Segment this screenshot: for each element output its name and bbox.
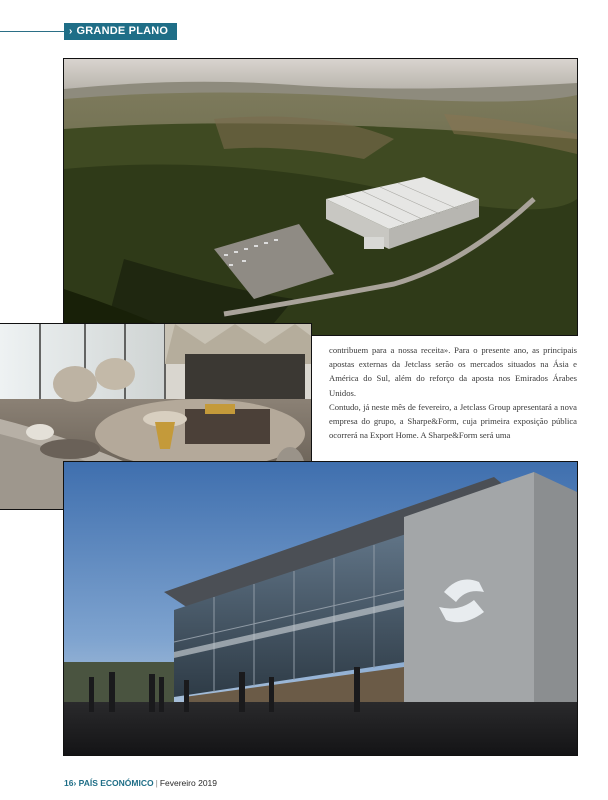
aerial-factory-photo xyxy=(64,59,577,335)
footer-separator: | xyxy=(155,778,158,788)
section-tag xyxy=(64,23,177,40)
header-rule xyxy=(0,31,66,32)
article-paragraph: contribuem para a nossa receita». Para o presente ano, as principais apostas externas da Jetclass serão os mercados situados na Ásia e América do Sul, além do reforço da aposta nos Emirados Árabes Unidos. xyxy=(329,345,577,398)
page-number: 16› xyxy=(64,778,77,788)
page-footer xyxy=(64,778,217,788)
article-paragraph: Contudo, já neste mês de fevereiro, a Jetclass Group apresentará a nova empresa do grupo, a Sharpe&Form, cuja primeira exposição pública ocorrerá na Export Home. A Sharpe&Form será uma xyxy=(329,401,577,441)
chevron-right-icon: › xyxy=(69,26,73,37)
publication-name: PAÍS ECONÓMICO xyxy=(78,778,154,788)
article-body xyxy=(329,343,577,442)
section-label: GRANDE PLANO xyxy=(76,25,169,37)
issue-date: Fevereiro 2019 xyxy=(159,778,217,788)
building-facade-photo xyxy=(64,462,577,755)
